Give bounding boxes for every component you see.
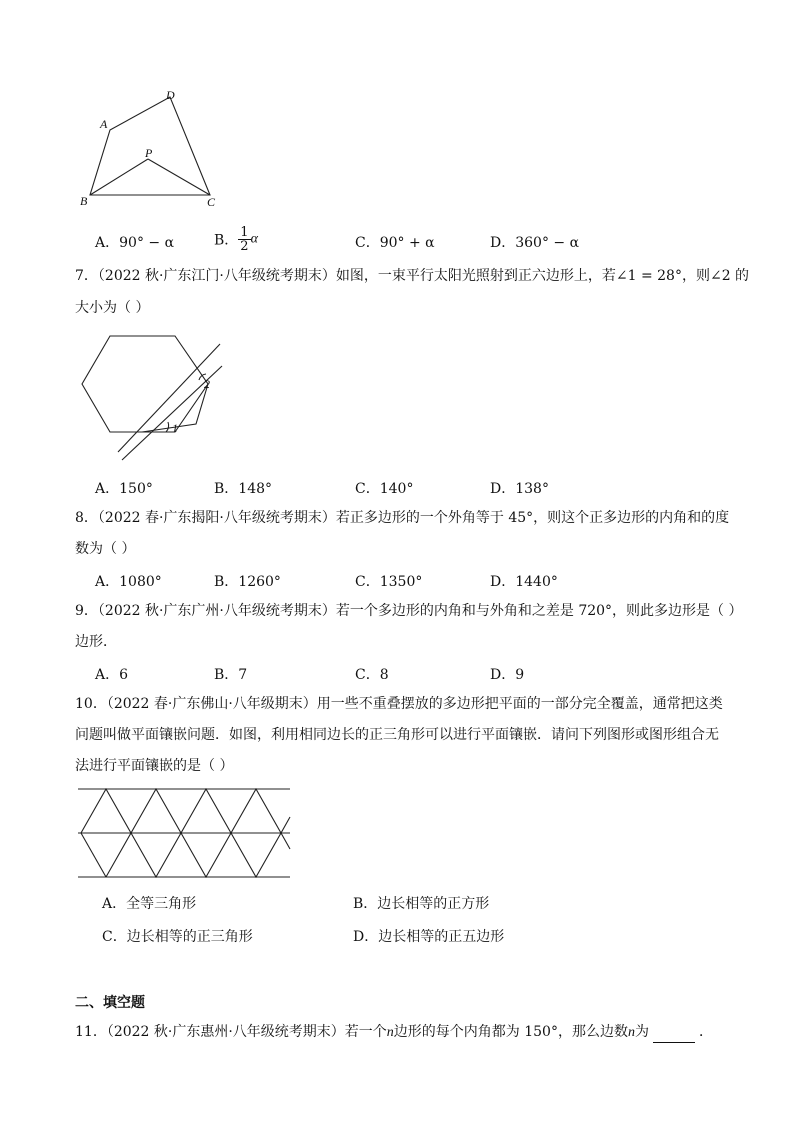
q10-option-b[interactable]: B．边长相等的正方形 <box>353 896 490 912</box>
q9-option-a[interactable]: A．6 <box>95 667 129 683</box>
fraction-one-half: $\frac{1}{2}$ <box>240 225 249 254</box>
label-a: A <box>100 117 108 131</box>
q8-option-d[interactable]: D．1440° <box>490 574 558 590</box>
q6-option-d[interactable]: D．360° − α <box>490 235 580 251</box>
q8-stem-line1: 8．（2022 春·广东揭阳·八年级统考期末）若正多边形的一个外角等于 45°，则这个正多边形的内角和的度 <box>75 510 730 526</box>
q8-option-a[interactable]: A．1080° <box>95 574 162 590</box>
q8-stem-line2: 数为（ ） <box>75 541 136 557</box>
figure-triangle-tessellation <box>78 784 294 884</box>
section-fill-in-blank-title: 二、填空题 <box>75 995 145 1011</box>
q9-option-d[interactable]: D．9 <box>490 667 525 683</box>
q6-option-a[interactable]: A．90° − α <box>95 235 175 251</box>
q9-stem-line2: 边形． <box>75 634 117 650</box>
q10-stem-line1: 10．（2022 春·广东佛山·八年级期末）用一些不重叠摆放的多边形把平面的一部分完全覆盖，通常把这类 <box>75 696 723 712</box>
q6-option-b[interactable]: B． $\frac{1}{2}$ α <box>214 225 258 254</box>
q6-option-c[interactable]: C．90° + α <box>355 235 435 251</box>
label-c: C <box>207 195 216 209</box>
segment-bp <box>90 159 148 195</box>
q7-option-c[interactable]: C．140° <box>355 481 414 497</box>
label-b: B <box>80 194 88 208</box>
q10-option-d[interactable]: D．边长相等的正五边形 <box>353 929 505 945</box>
label-p: P <box>145 146 153 160</box>
angle-label-1: 1 <box>172 421 178 435</box>
figure-hexagon-sunlight <box>80 322 240 467</box>
figure-quadrilateral-abcd <box>70 85 230 215</box>
tess-lower-zigzag <box>106 833 290 877</box>
segment-pc <box>148 159 210 195</box>
q7-stem-line2: 大小为（ ） <box>75 300 150 316</box>
q10-option-c[interactable]: C．边长相等的正三角形 <box>102 929 253 945</box>
q10-option-a[interactable]: A．全等三角形 <box>102 896 197 912</box>
regular-hexagon <box>82 336 208 432</box>
angle-label-2: 2 <box>204 377 210 391</box>
q9-stem-line1: 9．（2022 秋·广东广州·八年级统考期末）若一个多边形的内角和与外角和之差是 720°，则此多边形是（ ） <box>75 603 743 619</box>
q7-option-d[interactable]: D．138° <box>490 481 549 497</box>
q11-stem: 11．（2022 秋·广东惠州·八年级统考期末）若一个n边形的每个内角都为 150°，那么边数n为 ． <box>75 1022 713 1043</box>
label-d: D <box>166 88 175 102</box>
q7-option-b[interactable]: B．148° <box>214 481 273 497</box>
q8-option-b[interactable]: B．1260° <box>214 574 281 590</box>
q10-stem-line3: 法进行平面镶嵌的是（ ） <box>75 758 234 774</box>
q7-option-a[interactable]: A．150° <box>95 481 153 497</box>
q9-option-c[interactable]: C．8 <box>355 667 389 683</box>
tess-left-edge <box>81 833 106 877</box>
q8-option-c[interactable]: C．1350° <box>355 574 423 590</box>
q7-stem-line1: 7．（2022 秋·广东江门·八年级统考期末）如图，一束平行太阳光照射到正六边形上，若∠1 = 28°，则∠2 的 <box>75 268 750 284</box>
tess-upper-zigzag <box>81 789 290 833</box>
sunlight-ray-upper <box>118 344 220 452</box>
angle-arc-1 <box>166 422 169 432</box>
q10-stem-line2: 问题叫做平面镶嵌问题．如图，利用相同边长的正三角形可以进行平面镶嵌．请问下列图形或图形组合无 <box>75 727 719 743</box>
q9-option-b[interactable]: B．7 <box>214 667 248 683</box>
answer-blank[interactable] <box>653 1028 695 1043</box>
